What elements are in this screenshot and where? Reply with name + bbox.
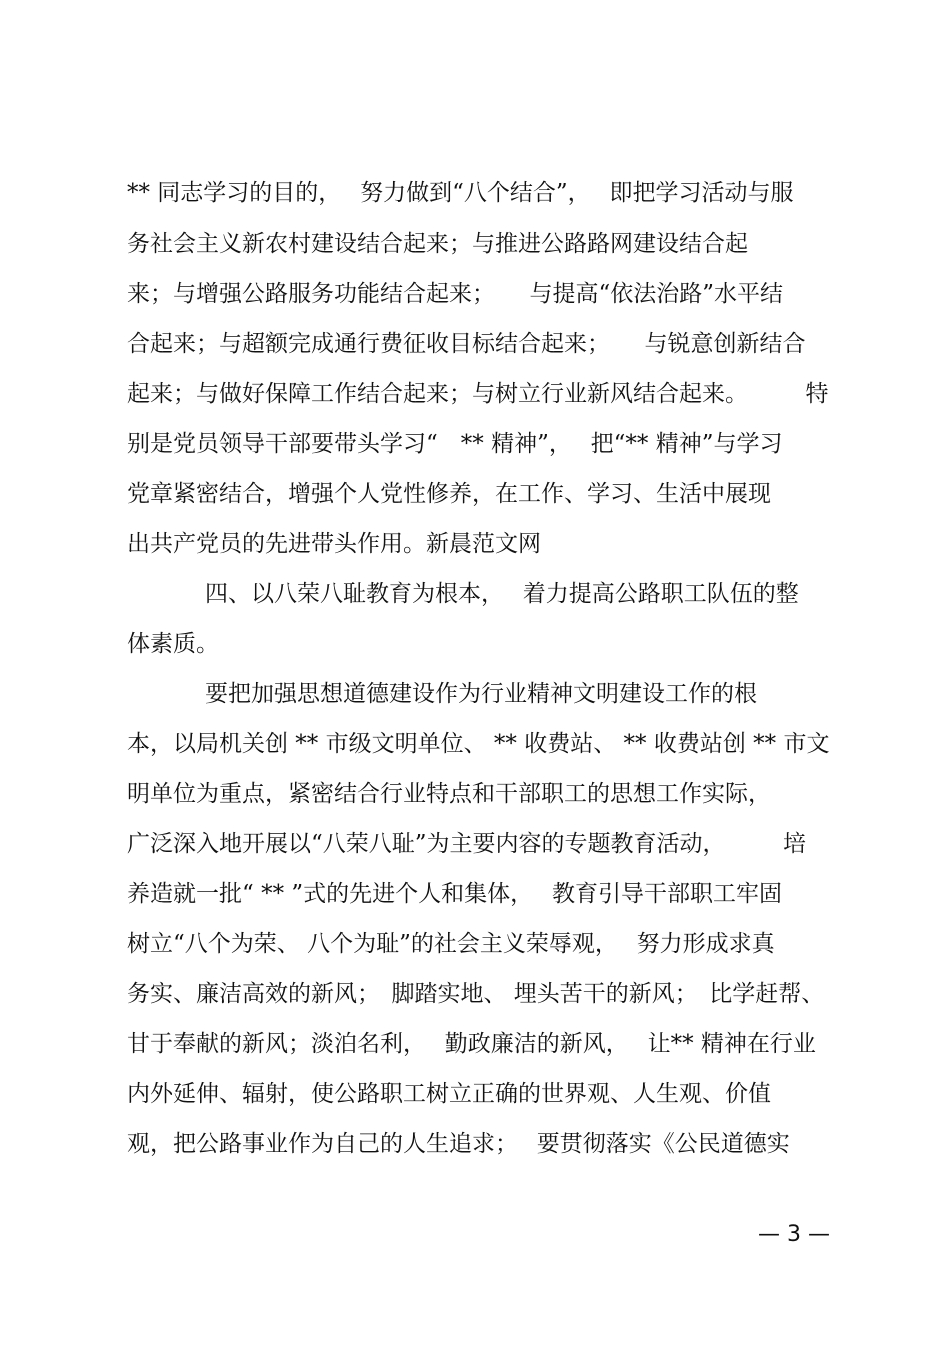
text-line: 广泛深入地开展以“八荣八耻”为主要内容的专题教育活动， 培 — [127, 831, 807, 857]
text-line: 树立“八个为荣、 八个为耻”的社会主义荣辱观， 努力形成求真 — [127, 931, 775, 957]
text-line: 党章紧密结合，增强个人党性修养，在工作、学习、生活中展现 — [127, 481, 771, 507]
text-line: 明单位为重点，紧密结合行业特点和干部职工的思想工作实际， — [127, 781, 771, 807]
text-line: 出共产党员的先进带头作用。新晨范文网 — [127, 531, 541, 557]
text-line: 来；与增强公路服务功能结合起来； 与提高“依法治路”水平结 — [127, 281, 784, 307]
text-line: 甘于奉献的新风；淡泊名利， 勤政廉洁的新风， 让** 精神在行业 — [127, 1031, 816, 1057]
text-line: 别是党员领导干部要带头学习“ ** 精神”， 把“** 精神”与学习 — [127, 431, 783, 457]
paragraph-first-line: 要把加强思想道德建设作为行业精神文明建设工作的根 — [205, 681, 757, 707]
text-line: 务实、廉洁高效的新风； 脚踏实地、 埋头苦干的新风； 比学赶帮、 — [127, 981, 825, 1007]
text-line: 合起来；与超额完成通行费征收目标结合起来； 与锐意创新结合 — [127, 331, 806, 357]
section-heading: 四、以八荣八耻教育为根本， 着力提高公路职工队伍的整 — [205, 581, 799, 607]
text-line: 观，把公路事业作为自己的人生追求； 要贯彻落实《公民道德实 — [127, 1131, 790, 1157]
text-line: 内外延伸、辐射，使公路职工树立正确的世界观、人生观、价值 — [127, 1081, 771, 1107]
text-line: 养造就一批“ ** ”式的先进个人和集体， 教育引导干部职工牢固 — [127, 881, 782, 907]
page-number: — 3 — — [758, 1222, 830, 1247]
text-line: 务社会主义新农村建设结合起来；与推进公路路网建设结合起 — [127, 231, 748, 257]
text-line: 本，以局机关创 ** 市级文明单位、 ** 收费站、 ** 收费站创 ** 市文 — [127, 731, 830, 757]
text-line: 体素质。 — [127, 631, 219, 657]
text-line: ** 同志学习的目的， 努力做到“八个结合”， 即把学习活动与服 — [127, 180, 794, 206]
text-line: 起来；与做好保障工作结合起来；与树立行业新风结合起来。 特 — [127, 381, 829, 407]
